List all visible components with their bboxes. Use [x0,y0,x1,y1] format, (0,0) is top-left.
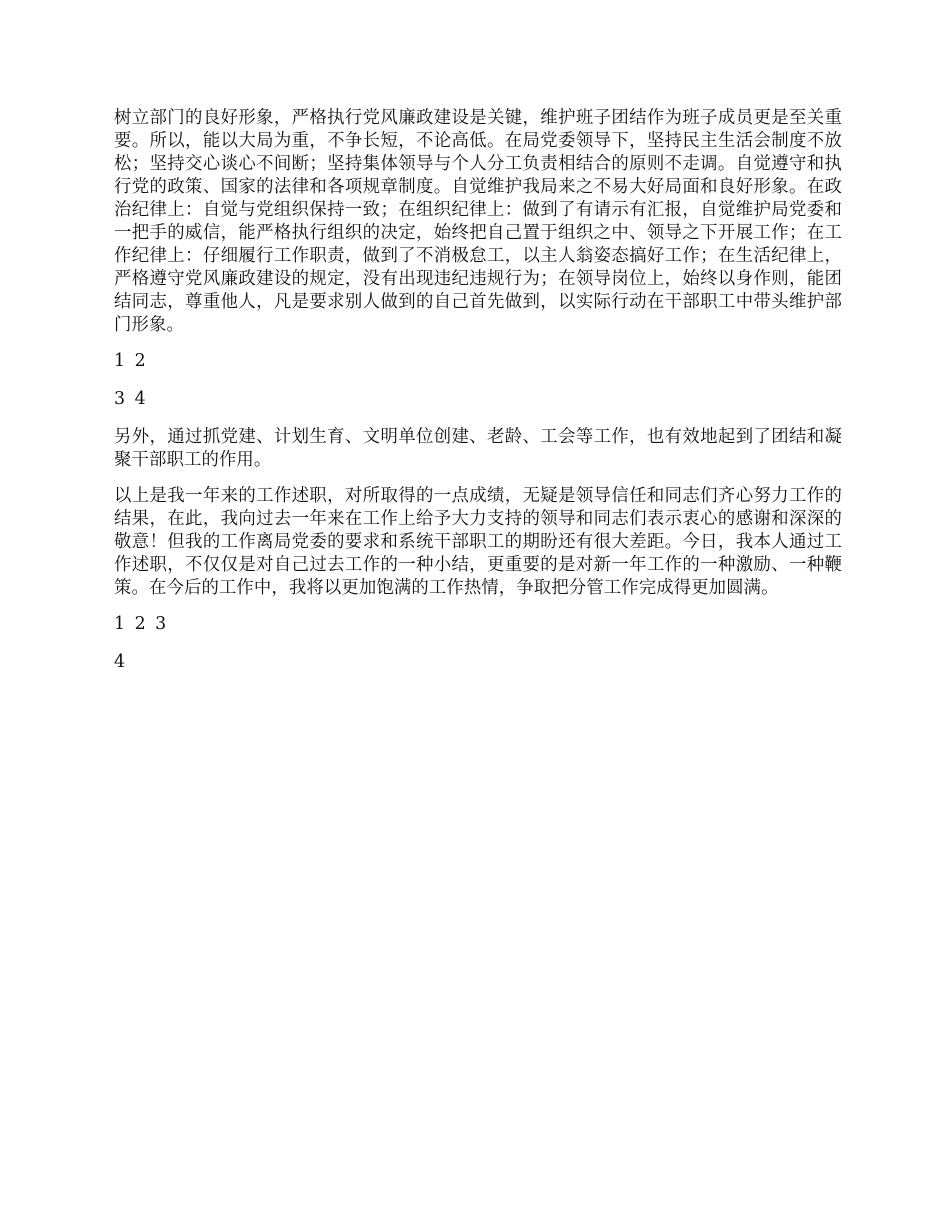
number-line-3: 1 2 3 [114,614,169,634]
number-line-2: 3 4 [114,389,148,409]
number-line-1: 1 2 [114,351,148,371]
paragraph-other-work: 另外，通过抓党建、计划生育、文明单位创建、老龄、工会等工作，也有效地起到了团结和凝聚干部职工的作用。 [114,427,842,470]
paragraph-conclusion: 以上是我一年来的工作述职，对所取得的一点成绩，无疑是领导信任和同志们齐心努力工作的结果，在此，我向过去一年来在工作上给予大力支持的领导和同志们表示衷心的感谢和深深的敬意！但我的工作离局党委的要求和系统干部职工的期盼还有很大差距。今日，我本人通过工作述职，不仅仅是对自己过去工作的一种小结，更重要的是对新一年工作的一种激励、一种鞭策。在今后的工作中，我将以更加饱满的工作热情，争取把分管工作完成得更加圆满。 [114,486,842,598]
number-line-4: 4 [114,652,128,672]
document-page [114,107,842,689]
paragraph-discipline: 树立部门的良好形象，严格执行党风廉政建设是关键，维护班子团结作为班子成员更是至关重要。所以，能以大局为重，不争长短，不论高低。在局党委领导下，坚持民主生活会制度不放松；坚持交心谈心不间断；坚持集体领导与个人分工负责相结合的原则不走调。自觉遵守和执行党的政策、国家的法律和各项规章制度。自觉维护我局来之不易大好局面和良好形象。在政治纪律上：自觉与党组织保持一致；在组织纪律上：做到了有请示有汇报，自觉维护局党委和一把手的威信，能严格执行组织的决定，始终把自己置于组织之中、领导之下开展工作；在工作纪律上：仔细履行工作职责，做到了不消极怠工，以主人翁姿态搞好工作；在生活纪律上，严格遵守党风廉政建设的规定，没有出现违纪违规行为；在领导岗位上，始终以身作则，能团结同志，尊重他人，凡是要求别人做到的自己首先做到，以实际行动在干部职工中带头维护部门形象。 [114,108,842,335]
